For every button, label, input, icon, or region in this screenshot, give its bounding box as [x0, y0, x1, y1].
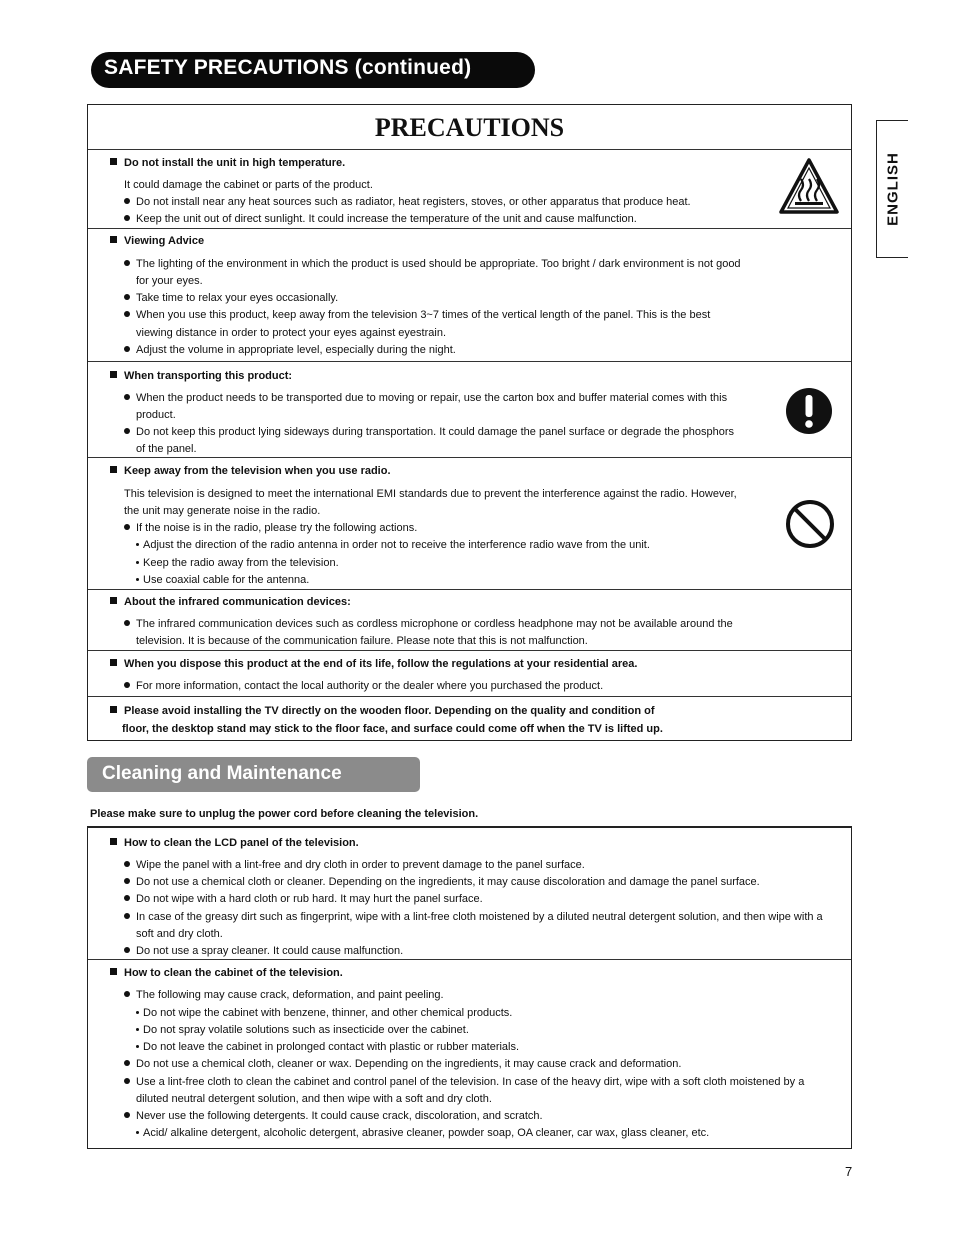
- section-heading: How to clean the LCD panel of the television.: [110, 837, 359, 849]
- divider: [88, 959, 851, 960]
- page-number: 7: [845, 1164, 853, 1179]
- cleaning-header: [87, 757, 420, 792]
- sub-bullet-item: Adjust the direction of the radio antenna in order not to receive the interference radio wave from the unit.: [136, 539, 650, 551]
- section-heading: Viewing Advice: [110, 235, 204, 247]
- bullet-item: Do not use a chemical cloth, cleaner or wax. Depending on the ingredients, it may cause crack and deformation.: [124, 1058, 681, 1070]
- bullet-item: The infrared communication devices such as cordless microphone or cordless headphone may not be available around the: [124, 618, 733, 630]
- divider: [88, 228, 851, 229]
- bullet-continuation: television. It is because of the communication failure. Please note that this is not malfunction.: [136, 635, 588, 647]
- exclamation-icon: [785, 387, 833, 435]
- language-tab: [876, 120, 908, 258]
- bullet-item: Adjust the volume in appropriate level, especially during the night.: [124, 344, 456, 356]
- sub-bullet-item: Do not spray volatile solutions such as insecticide over the cabinet.: [136, 1024, 469, 1036]
- unplug-note: Please make sure to unplug the power cord before cleaning the television.: [90, 808, 479, 820]
- language-tab-label: ENGLISH: [884, 152, 901, 226]
- bullet-item: Use a lint-free cloth to clean the cabinet and control panel of the television. In case of the heavy dirt, wipe with a soft cloth moistened by a: [124, 1076, 804, 1088]
- bullet-item: The lighting of the environment in which the product is used should be appropriate. Too bright / dark environment is not good: [124, 258, 741, 270]
- bullet-item: For more information, contact the local authority or the dealer where you purchased the product.: [124, 680, 603, 692]
- body-text: It could damage the cabinet or parts of the product.: [124, 179, 373, 191]
- precautions-title: PRECAUTIONS: [374, 113, 565, 142]
- section-heading: When transporting this product:: [110, 370, 292, 382]
- bullet-continuation: soft and dry cloth.: [136, 928, 223, 940]
- divider: [88, 457, 851, 458]
- bullet-item: Do not install near any heat sources such as radiator, heat registers, stoves, or other apparatus that produce heat.: [124, 196, 691, 208]
- bullet-item: Do not wipe with a hard cloth or rub hard. It may hurt the panel surface.: [124, 893, 483, 905]
- hot-surface-warning-icon: [778, 157, 840, 215]
- body-text: the unit may generate noise in the radio.: [124, 505, 321, 517]
- bullet-continuation: viewing distance in order to protect your eyes against eyestrain.: [136, 327, 446, 339]
- prohibited-icon: [785, 499, 835, 549]
- section-heading: How to clean the cabinet of the television.: [110, 967, 343, 979]
- bullet-continuation: diluted neutral detergent solution, and then wipe with a soft and dry cloth.: [136, 1093, 492, 1105]
- section-header: [91, 52, 535, 88]
- section-heading: Keep away from the television when you use radio.: [110, 465, 391, 477]
- cleaning-header-title: Cleaning and Maintenance: [102, 763, 342, 784]
- bullet-item: When you use this product, keep away from the television 3~7 times of the vertical length of the panel. This is the best: [124, 309, 710, 321]
- divider: [88, 650, 851, 651]
- section-heading: When you dispose this product at the end of its life, follow the regulations at your residential area.: [110, 658, 637, 670]
- divider: [88, 149, 851, 150]
- divider: [88, 696, 851, 697]
- precautions-box: [87, 104, 852, 741]
- sub-bullet-item: Acid/ alkaline detergent, alcoholic detergent, abrasive cleaner, powder soap, OA cleaner, car wax, glass cleaner, etc.: [136, 1127, 709, 1139]
- section-heading: Please avoid installing the TV directly on the wooden floor. Depending on the quality and condition of: [110, 705, 654, 717]
- section-header-title: SAFETY PRECAUTIONS (continued): [104, 56, 472, 79]
- sub-bullet-item: Use coaxial cable for the antenna.: [136, 574, 309, 586]
- sub-bullet-item: Do not wipe the cabinet with benzene, thinner, and other chemical products.: [136, 1007, 512, 1019]
- bullet-item: If the noise is in the radio, please try the following actions.: [124, 522, 417, 534]
- bullet-continuation: of the panel.: [136, 443, 197, 455]
- divider: [88, 361, 851, 362]
- bullet-item: When the product needs to be transported due to moving or repair, use the carton box and buffer material comes with this: [124, 392, 727, 404]
- bullet-continuation: product.: [136, 409, 176, 421]
- sub-bullet-item: Do not leave the cabinet in prolonged contact with plastic or rubber materials.: [136, 1041, 519, 1053]
- bullet-item: Wipe the panel with a lint-free and dry cloth in order to prevent damage to the panel surface.: [124, 859, 585, 871]
- bullet-item: Do not use a chemical cloth or cleaner. Depending on the ingredients, it may cause discoloration and damage the panel surface.: [124, 876, 760, 888]
- bullet-item: Keep the unit out of direct sunlight. It could increase the temperature of the unit and cause malfunction.: [124, 213, 637, 225]
- bullet-item: Do not keep this product lying sideways during transportation. It could damage the panel surface or degrade the phosphors: [124, 426, 734, 438]
- section-heading: Do not install the unit in high temperature.: [110, 157, 345, 169]
- bullet-item: Take time to relax your eyes occasionally.: [124, 292, 338, 304]
- body-text: This television is designed to meet the international EMI standards due to prevent the interference against the radio. However,: [124, 488, 737, 500]
- section-heading-continuation: floor, the desktop stand may stick to the floor face, and surface could come off when the TV is lifted up.: [122, 723, 663, 735]
- bullet-continuation: for your eyes.: [136, 275, 203, 287]
- section-heading: About the infrared communication devices:: [110, 596, 351, 608]
- bullet-item: The following may cause crack, deformation, and paint peeling.: [124, 989, 444, 1001]
- bullet-item: In case of the greasy dirt such as fingerprint, wipe with a lint-free cloth moistened by a diluted neutral detergent solution, and then wipe with a: [124, 911, 823, 923]
- sub-bullet-item: Keep the radio away from the television.: [136, 557, 339, 569]
- bullet-item: Never use the following detergents. It could cause crack, discoloration, and scratch.: [124, 1110, 543, 1122]
- cleaning-box: [87, 826, 852, 1149]
- bullet-item: Do not use a spray cleaner. It could cause malfunction.: [124, 945, 403, 957]
- divider: [88, 589, 851, 590]
